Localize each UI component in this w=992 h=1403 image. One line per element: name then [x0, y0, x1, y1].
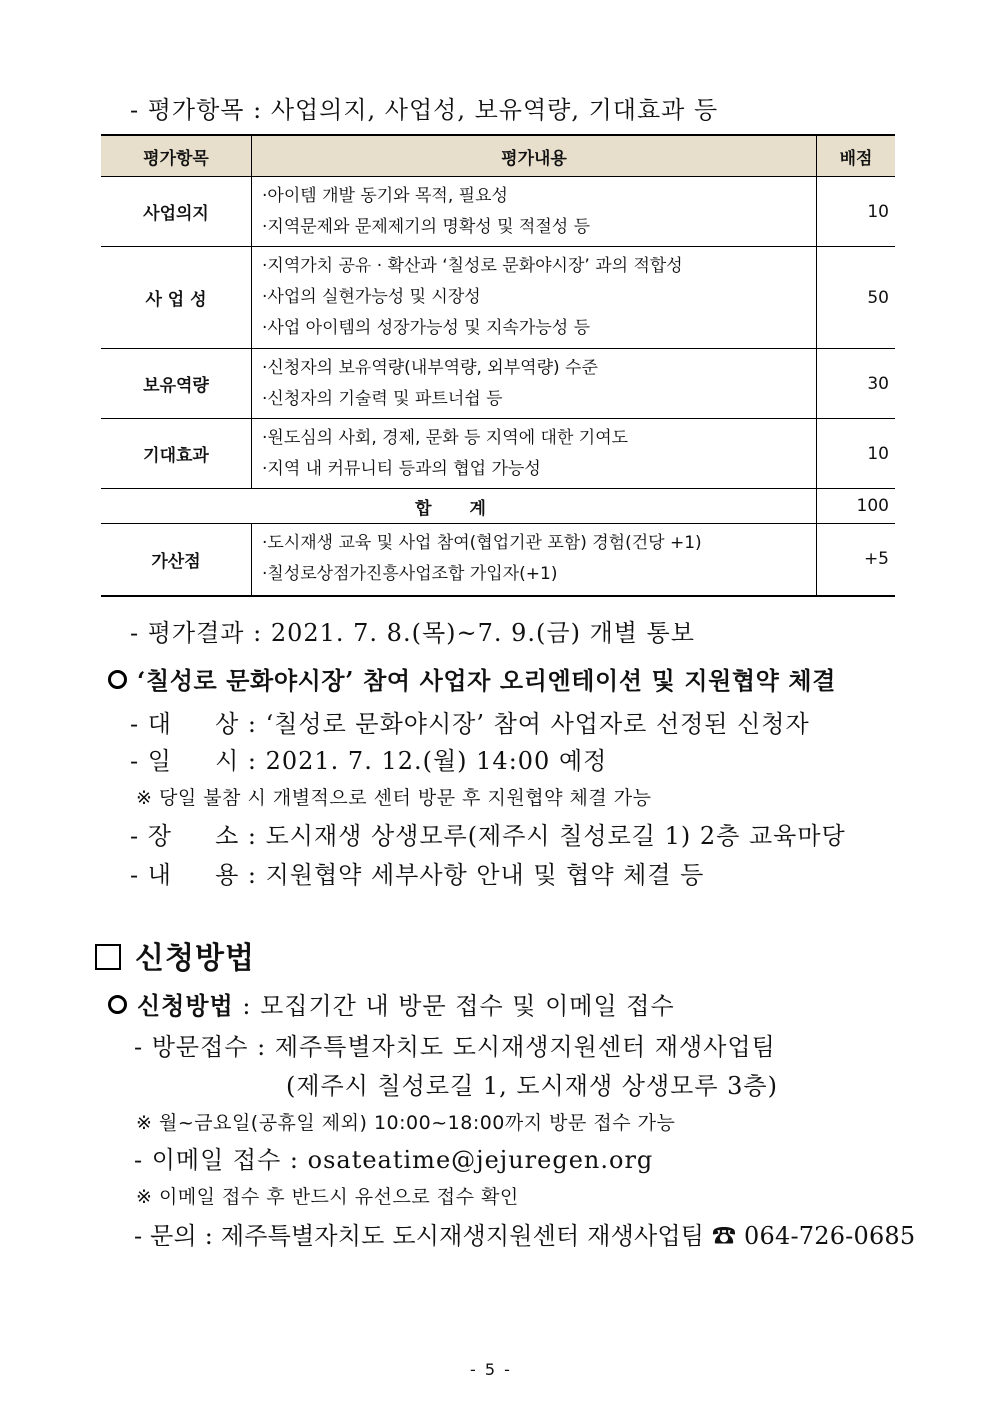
orientation-place: - 장 소 : 도시재생 상생모루(제주시 칠성로길 1) 2층 교육마당: [130, 822, 846, 850]
circle-bullet-icon: [108, 670, 127, 689]
row-score: 30: [817, 349, 896, 419]
result-line: - 평가결과 : 2021. 7. 8.(목)~7. 9.(금) 개별 통보: [130, 619, 695, 647]
total-row: [101, 489, 895, 524]
total-score: 100: [817, 489, 896, 524]
header-item: 평가항목: [101, 135, 252, 177]
orientation-date: - 일 시 : 2021. 7. 12.(월) 14:00 예정: [130, 747, 608, 775]
table-row: [101, 419, 895, 489]
table-header-row: [101, 135, 895, 177]
bonus-row: [101, 524, 895, 596]
orientation-heading: [108, 661, 836, 696]
criteria-line: - 평가항목 : 사업의지, 사업성, 보유역량, 기대효과 등: [130, 96, 719, 124]
table-row: [101, 177, 895, 247]
apply-heading-bold: 신청방법: [137, 991, 234, 1020]
row-content-line: ·신청자의 보유역량(내부역량, 외부역량) 수준: [262, 357, 598, 378]
row-item: 보유역량: [101, 349, 252, 419]
row-content-line: ·지역가치 공유 · 확산과 ‘칠성로 문화야시장’ 과의 적합성: [262, 256, 683, 276]
row-content-line: ·사업 아이템의 성장가능성 및 지속가능성 등: [262, 318, 591, 338]
apply-heading: [108, 986, 675, 1021]
apply-email: - 이메일 접수 : osateatime@jejuregen.org: [134, 1146, 654, 1174]
header-content: 평가내용: [252, 135, 817, 177]
orientation-heading-text: ‘칠성로 문화야시장’ 참여 사업자 오리엔테이션 및 지원협약 체결: [137, 666, 836, 695]
row-content-line: ·지역 내 커뮤니티 등과의 협업 가능성: [262, 458, 541, 479]
row-item: 기대효과: [101, 419, 252, 489]
row-content-line: ·아이템 개발 동기와 목적, 필요성: [262, 185, 508, 206]
apply-visit: - 방문접수 : 제주특별자치도 도시재생지원센터 재생사업팀: [134, 1033, 776, 1061]
row-content-line: ·사업의 실현가능성 및 시장성: [262, 287, 481, 307]
square-bullet-icon: [95, 944, 121, 970]
bonus-content: [252, 524, 817, 596]
section-title-text: 신청방법: [135, 941, 255, 976]
page-number: - 5 -: [470, 1360, 512, 1379]
header-score: 배점: [817, 135, 896, 177]
row-item: 사업의지: [101, 177, 252, 247]
row-content: [252, 177, 817, 247]
row-content: [252, 349, 817, 419]
row-content-line: ·원도심의 사회, 경제, 문화 등 지역에 대한 기여도: [262, 427, 629, 448]
apply-email-note: ※ 이메일 접수 후 반드시 유선으로 접수 확인: [136, 1186, 519, 1208]
table-row: [101, 247, 895, 349]
evaluation-table: [101, 134, 895, 597]
row-content: [252, 247, 817, 349]
circle-bullet-icon: [108, 995, 127, 1014]
apply-contact: - 문의 : 제주특별자치도 도시재생지원센터 재생사업팀 ☎ 064-726-0685: [134, 1222, 916, 1250]
bonus-content-line: ·도시재생 교육 및 사업 참여(협업기관 포함) 경험(건당 +1): [262, 533, 702, 554]
row-score: 10: [817, 177, 896, 247]
bonus-item: 가산점: [101, 524, 252, 596]
bonus-score: +5: [817, 524, 896, 596]
bonus-content-line: ·칠성로상점가진흥사업조합 가입자(+1): [262, 564, 558, 585]
table-row: [101, 349, 895, 419]
total-label: 합 계: [101, 489, 817, 524]
orientation-content: - 내 용 : 지원협약 세부사항 안내 및 협약 체결 등: [130, 861, 705, 889]
apply-visit-note: ※ 월~금요일(공휴일 제외) 10:00~18:00까지 방문 접수 가능: [136, 1112, 676, 1134]
row-content-line: ·신청자의 기술력 및 파트너쉽 등: [262, 388, 503, 409]
row-item: 사 업 성: [101, 247, 252, 349]
section-title: [95, 933, 255, 977]
row-score: 50: [817, 247, 896, 349]
apply-heading-rest: : 모집기간 내 방문 접수 및 이메일 접수: [233, 992, 675, 1020]
row-content-line: ·지역문제와 문제제기의 명확성 및 적절성 등: [262, 216, 591, 237]
row-score: 10: [817, 419, 896, 489]
orientation-note: ※ 당일 불참 시 개별적으로 센터 방문 후 지원협약 체결 가능: [136, 787, 652, 809]
row-content: [252, 419, 817, 489]
orientation-target: - 대 상 : ‘칠성로 문화야시장’ 참여 사업자로 선정된 신청자: [130, 710, 810, 738]
apply-visit-address: (제주시 칠성로길 1, 도시재생 상생모루 3층): [286, 1072, 778, 1100]
